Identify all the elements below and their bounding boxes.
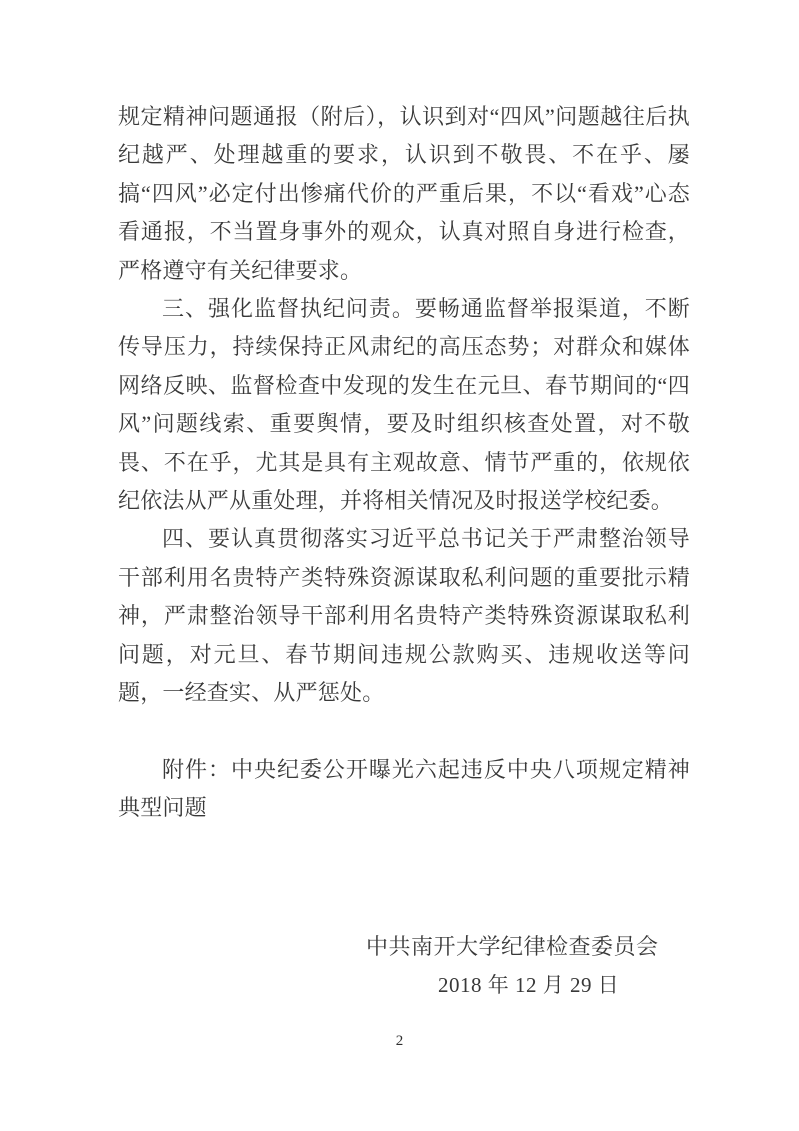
body-paragraph: 三、强化监督执纪问责。要畅通监督举报渠道，不断传导压力，持续保持正风肃纪的高压态势；对群众和媒体网络反映、监督检查中发现的发生在元旦、春节期间的“四风”问题线索、重要舆情，要及时组织核查处置，对不敬畏、不在乎，尤其是具有主观故意、情节严重的，依规依纪依法从严从重处理，并将相关情况及时报送学校纪委。 [118, 296, 690, 514]
attachment-note: 附件：中央纪委公开曝光六起违反中央八项规定精神典型问题 [118, 756, 690, 820]
document-body [118, 98, 690, 827]
body-paragraph: 规定精神问题通报（附后），认识到对“四风”问题越往后执纪越严、处理越重的要求，认识到不敬畏、不在乎、屡搞“四风”必定付出惨痛代价的严重后果，不以“看戏”心态看通报，不当置身事外的观众，认真对照自身进行检查，严格遵守有关纪律要求。 [118, 104, 690, 283]
body-paragraph: 四、要认真贯彻落实习近平总书记关于严肃整治领导干部利用名贵特产类特殊资源谋取私利问题的重要批示精神，严肃整治领导干部利用名贵特产类特殊资源谋取私利问题，对元旦、春节期间违规公款购买、违规收送等问题，一经查实、从严惩处。 [118, 526, 690, 706]
signature-organization: 中共南开大学纪律检查委员会 [366, 934, 659, 959]
signature-date: 2018 年 12 月 29 日 [438, 973, 620, 997]
page-number: 2 [395, 1033, 404, 1049]
